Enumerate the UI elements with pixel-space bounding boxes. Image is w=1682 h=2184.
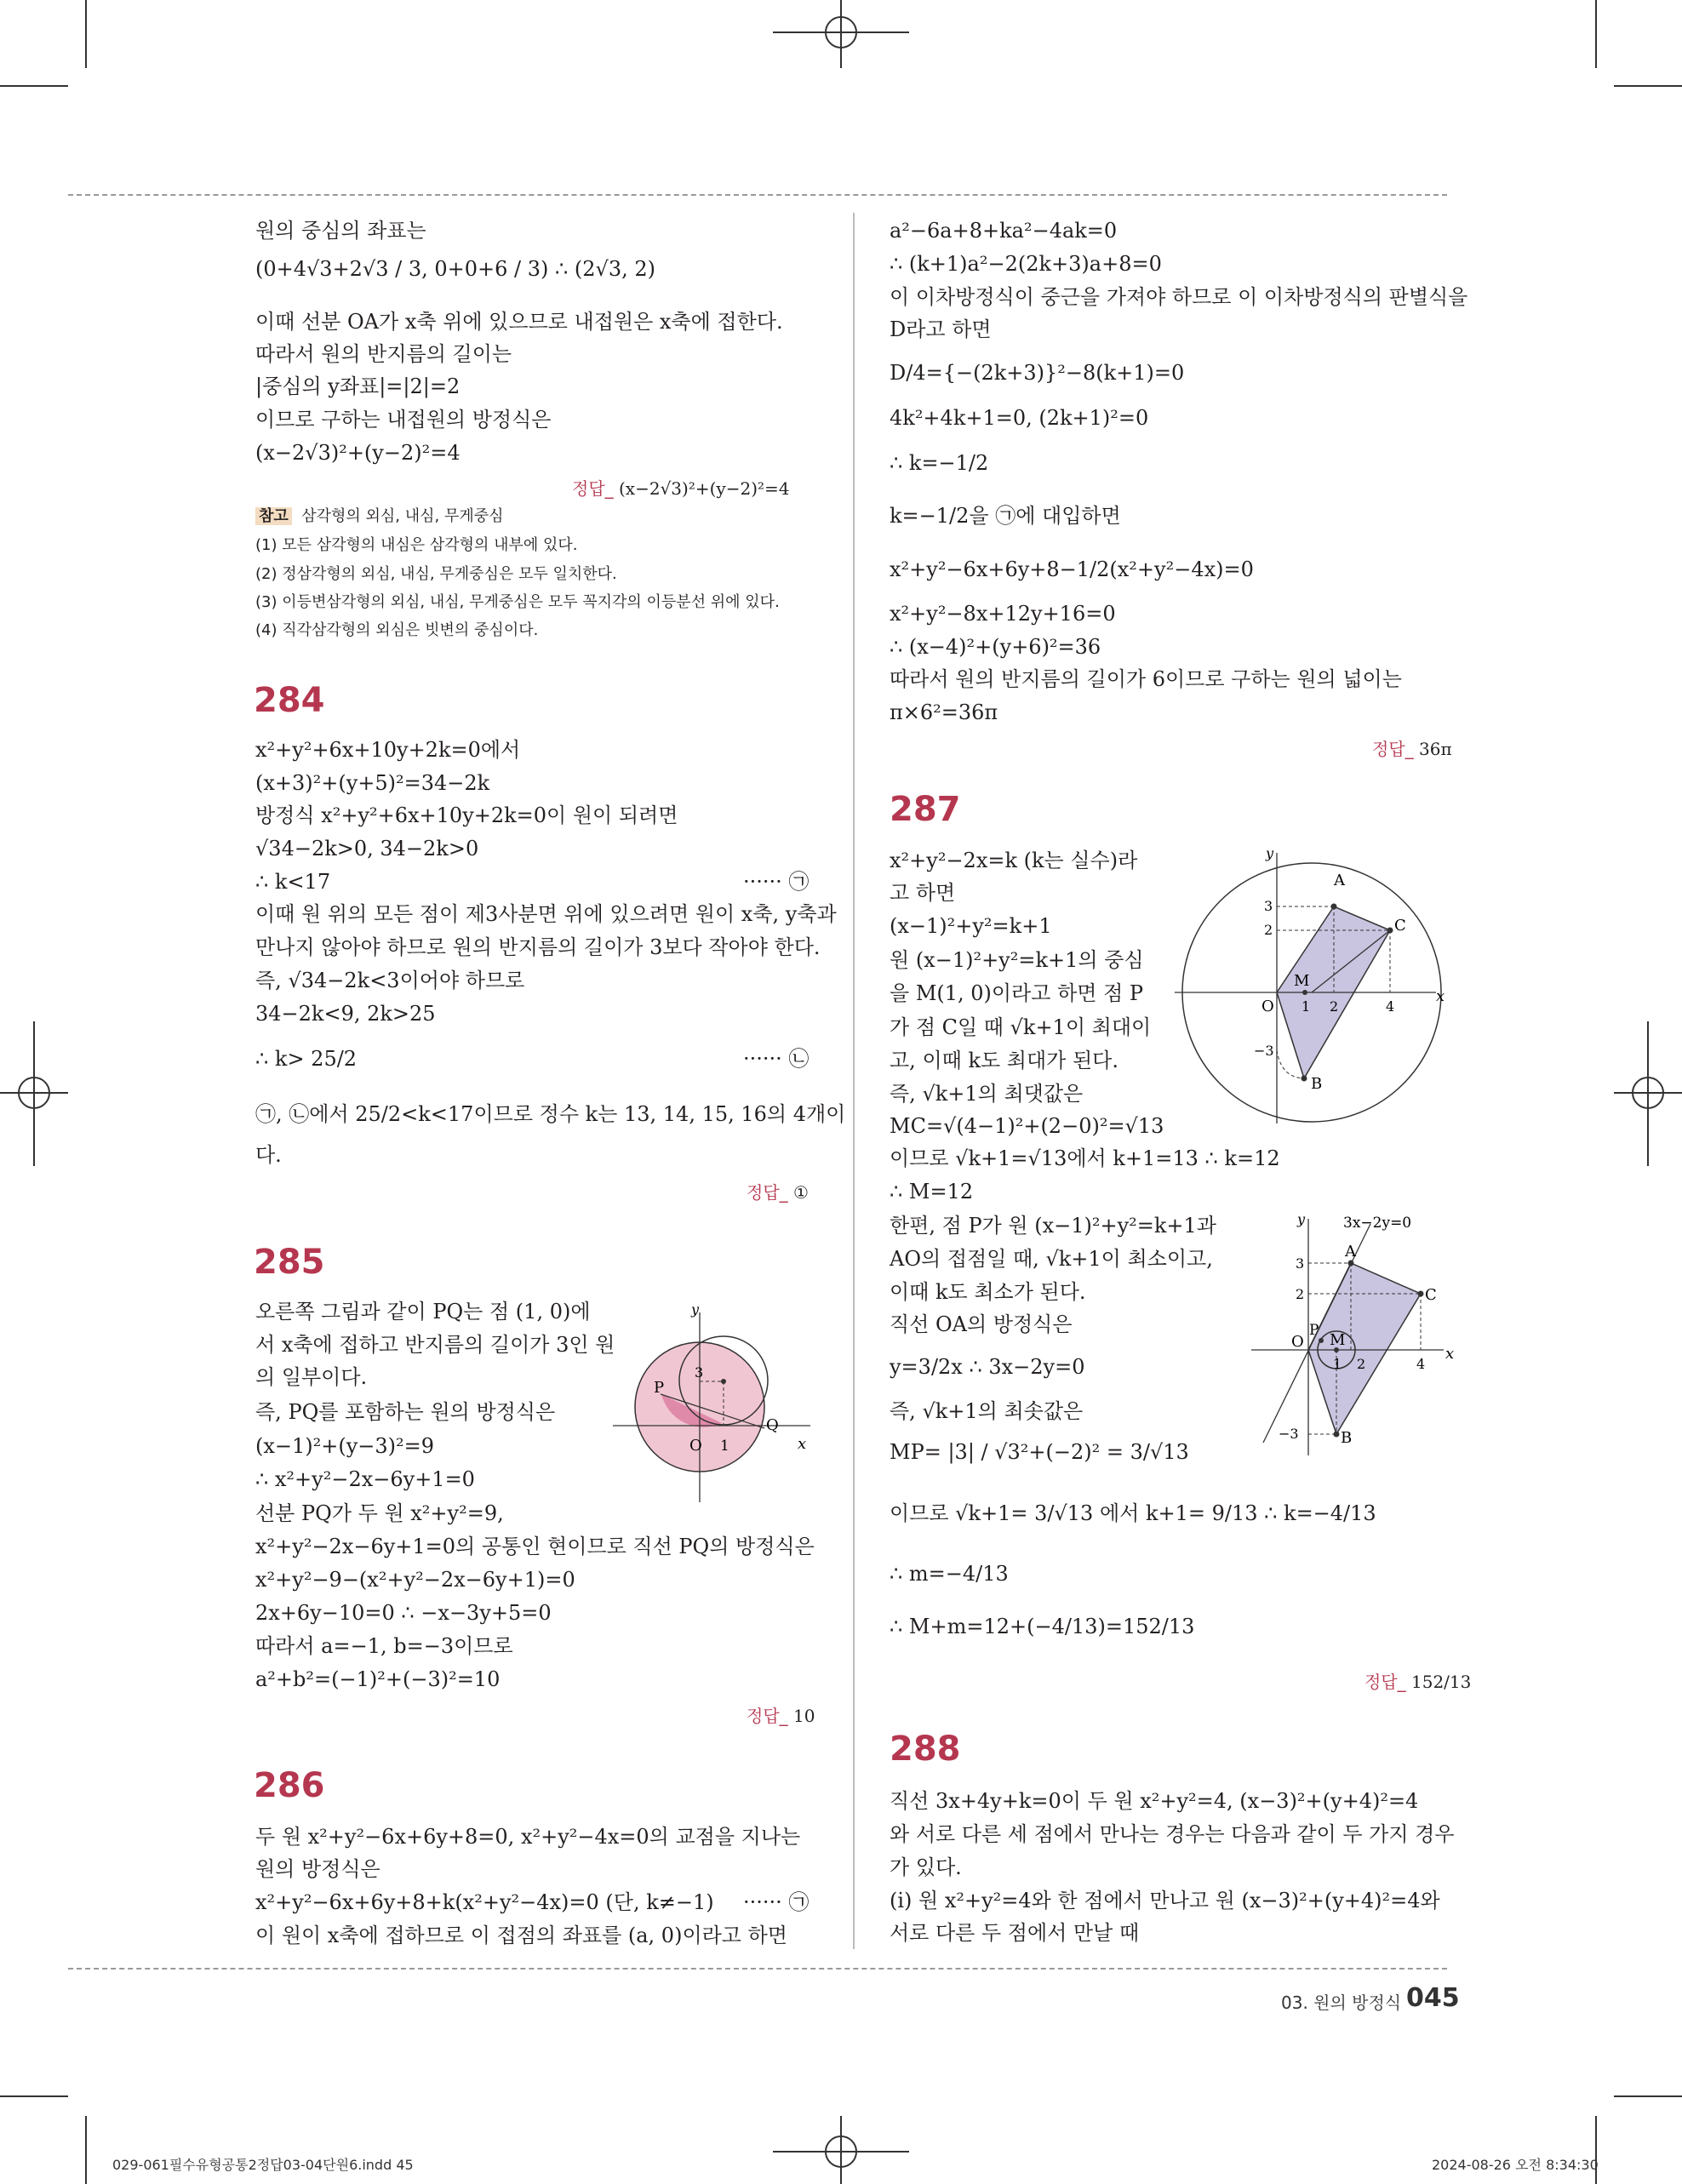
- text-line: 와 서로 다른 세 점에서 만나는 경우는 다음과 같이 두 가지 경우: [890, 1822, 1455, 1846]
- axis-label-y: y: [1266, 845, 1274, 861]
- problem-number: 284: [254, 681, 325, 720]
- answer-value: (x−2√3)²+(y−2)²=4: [619, 478, 790, 499]
- text-line: 따라서 a=−1, b=−3이므로: [255, 1634, 513, 1658]
- axis-label-x: x: [1445, 1345, 1455, 1363]
- answer-label: 정답_: [1364, 1672, 1406, 1692]
- text-line: ∴ (k+1)a²−2(2k+3)a+8=0: [890, 252, 1162, 276]
- answer-block: [747, 1702, 815, 1727]
- text-line: ∴ k> 25/2: [255, 1047, 358, 1071]
- text-line: 즉, √k+1의 최솟값은: [890, 1399, 1084, 1423]
- text-line: x²+y²−6x+6y+8+k(x²+y²−4x)=0 (단, k≠−1): [255, 1890, 714, 1914]
- text-line: (x+3)²+(y+5)²=34−2k: [255, 771, 490, 795]
- tick-label: 3: [1296, 1255, 1305, 1272]
- text-line: 이므로 √k+1= 3/√13 에서 k+1= 9/13 ∴ k=−4/13: [890, 1501, 1376, 1525]
- tick-label: 1: [1302, 998, 1311, 1015]
- crop-mark: [1595, 2116, 1597, 2184]
- text-line: 서 x축에 접하고 반지름의 길이가 3인 원: [255, 1333, 615, 1357]
- text-line: π×6²=36π: [890, 700, 998, 724]
- bottom-dashed-rule: [68, 1968, 1447, 1970]
- point-c: [1387, 928, 1393, 934]
- crop-mark: [85, 0, 87, 68]
- note-item: (1) 모든 삼각형의 내심은 삼각형의 내부에 있다.: [255, 536, 578, 554]
- text-line: ∴ m=−4/13: [890, 1562, 1009, 1586]
- answer-block: [747, 1179, 809, 1203]
- text-line: 가 점 C일 때 √k+1이 최대이: [890, 1015, 1152, 1039]
- text-line: ∴ (x−4)²+(y+6)²=36: [890, 635, 1101, 659]
- tick-label: 1: [720, 1438, 729, 1455]
- text-line: a²+b²=(−1)²+(−3)²=10: [255, 1667, 501, 1691]
- problem-number: 288: [890, 1729, 961, 1769]
- point-c: [1418, 1291, 1424, 1297]
- point-label-m: M: [1294, 972, 1310, 990]
- note-item: (2) 정삼각형의 외심, 내심, 무게중심은 모두 일치한다.: [255, 565, 617, 583]
- crop-mark: [1614, 85, 1682, 87]
- text-line: ∴ x²+y²−2x−6y+1=0: [255, 1467, 475, 1491]
- note-item: (4) 직각삼각형의 외심은 빗변의 중심이다.: [255, 621, 539, 639]
- origin-label: O: [689, 1437, 702, 1455]
- tick-label: 3: [1264, 898, 1273, 914]
- text-line: √34−2k>0, 34−2k>0: [255, 837, 479, 860]
- text-line: 서로 다른 두 점에서 만날 때: [890, 1921, 1140, 1945]
- text-line: x²+y²−6x+6y+8−1/2(x²+y²−4x)=0: [890, 557, 1254, 581]
- text-line: (ⅰ) 원 x²+y²=4와 한 점에서 만나고 원 (x−3)²+(y+4)²=4와: [890, 1889, 1440, 1912]
- text-line: 이때 원 위의 모든 점이 제3사분면 위에 있으려면 원이 x축, y축과: [255, 902, 837, 926]
- text-line: 선분 PQ가 두 원 x²+y²=9,: [255, 1501, 504, 1525]
- crop-mark: [1595, 0, 1597, 68]
- point-label-m: M: [1330, 1331, 1346, 1349]
- top-dashed-rule: [68, 194, 1447, 196]
- text-line: 원 (x−1)²+y²=k+1의 중심: [890, 948, 1144, 972]
- problem-number: 286: [254, 1766, 325, 1805]
- text-line: a²−6a+8+ka²−4ak=0: [890, 219, 1118, 243]
- text-line: 즉, √34−2k<3이어야 하므로: [255, 969, 525, 992]
- point-label-p: P: [654, 1379, 665, 1397]
- text-line: 34−2k<9, 2k>25: [255, 1002, 436, 1026]
- text-line: x²+y²−2x=k (k는 실수)라: [890, 849, 1138, 872]
- text-line: (x−1)²+(y−3)²=9: [255, 1434, 435, 1458]
- crop-mark: [0, 85, 68, 87]
- text-line: 이므로 구하는 내접원의 방정식은: [255, 408, 552, 432]
- text-line: 두 원 x²+y²−6x+6y+8=0, x²+y²−4x=0의 교점을 지나는: [255, 1825, 801, 1849]
- text-line: ㉠, ㉡에서 25/2<k<17이므로 정수 k는 13, 14, 15, 16의 4개이: [255, 1102, 846, 1126]
- answer-block: [1372, 735, 1452, 760]
- text-line: 원의 방정식은: [255, 1857, 380, 1881]
- tick-label: 2: [1264, 922, 1273, 938]
- point-label-a: A: [1345, 1243, 1356, 1261]
- point-label-q: Q: [766, 1416, 779, 1434]
- text-line: 이 원이 x축에 접하므로 이 접점의 좌표를 (a, 0)이라고 하면: [255, 1924, 787, 1947]
- text-line: 이때 선분 OA가 x축 위에 있으므로 내접원은 x축에 접한다.: [255, 310, 783, 334]
- answer-block: [572, 475, 790, 500]
- registration-mark-bottom: [773, 2116, 909, 2184]
- axis-label-y: y: [1297, 1211, 1306, 1227]
- text-line: 2x+6y−10=0 ∴ −x−3y+5=0: [255, 1601, 552, 1625]
- tick-label: 2: [1357, 1356, 1366, 1372]
- text-line: (0+4√3+2√3 / 3, 0+0+6 / 3) ∴ (2√3, 2): [255, 257, 656, 281]
- point-m: [1302, 990, 1307, 995]
- text-line: ∴ k=−1/2: [890, 451, 989, 475]
- registration-mark-left: [0, 1021, 68, 1166]
- registration-mark-top: [773, 0, 909, 68]
- text-line: D라고 하면: [890, 317, 992, 341]
- point-label-c: C: [1394, 917, 1406, 935]
- text-line: (x−2√3)²+(y−2)²=4: [255, 441, 461, 465]
- answer-label: 정답_: [747, 1706, 788, 1726]
- crop-mark: [1614, 2095, 1682, 2097]
- answer-value: 36π: [1419, 739, 1452, 759]
- text-line: 만나지 않아야 하므로 원의 반지름의 길이가 3보다 작아야 한다.: [255, 935, 821, 959]
- answer-value: 10: [793, 1706, 815, 1726]
- text-line: 방정식 x²+y²+6x+10y+2k=0이 원이 되려면: [255, 803, 678, 827]
- print-date: 2024-08-26 오전 8:34:30: [1432, 2157, 1599, 2173]
- point-a: [1348, 1261, 1354, 1266]
- text-line: 한편, 점 P가 원 (x−1)²+y²=k+1과: [890, 1214, 1216, 1238]
- text-line: 따라서 원의 반지름의 길이는: [255, 342, 512, 366]
- text-line: 오른쪽 그림과 같이 PQ는 점 (1, 0)에: [255, 1300, 591, 1324]
- column-divider: [853, 213, 855, 1949]
- axis-label-y: y: [691, 1302, 700, 1318]
- text-line: MP= |3| / √3²+(−2)² = 3/√13: [890, 1440, 1189, 1464]
- origin-label: O: [1291, 1333, 1304, 1351]
- tick-label: 1: [1333, 1356, 1342, 1372]
- registration-mark-right: [1614, 1021, 1682, 1166]
- text-line: AO의 접점일 때, √k+1이 최소이고,: [890, 1247, 1213, 1271]
- note-label: 참고: [255, 507, 292, 525]
- origin-label: O: [1262, 998, 1274, 1015]
- text-line: 의 일부이다.: [255, 1365, 368, 1389]
- point-a: [1331, 904, 1337, 910]
- text-line: 이때 k도 최소가 된다.: [890, 1280, 1086, 1304]
- point-label-a: A: [1334, 872, 1345, 889]
- text-line: ∴ M+m=12+(−4/13)=152/13: [890, 1615, 1195, 1638]
- line-equation-label: 3x−2y=0: [1343, 1215, 1412, 1232]
- center-point: [721, 1379, 726, 1384]
- point-p: [1319, 1338, 1324, 1343]
- text-line: x²+y²−9−(x²+y²−2x−6y+1)=0: [255, 1568, 575, 1592]
- point-label-p: P: [1309, 1322, 1319, 1339]
- text-line: 따라서 원의 반지름의 길이가 6이므로 구하는 원의 넓이는: [890, 667, 1402, 691]
- text-line: 직선 OA의 방정식은: [890, 1312, 1073, 1336]
- point-label-b: B: [1341, 1429, 1353, 1447]
- tick-label: −3: [1254, 1043, 1274, 1059]
- text-line: x²+y²−2x−6y+1=0의 공통인 현이므로 직선 PQ의 방정식은: [255, 1535, 815, 1558]
- text-line: ∴ M=12: [890, 1180, 974, 1203]
- equation-mark: ······ ㉠: [743, 870, 810, 894]
- text-line: D/4={−(2k+3)}²−8(k+1)=0: [890, 361, 1185, 385]
- file-info: 029-061필수유형공통2정답03-04단원6.indd 45: [112, 2157, 414, 2173]
- note-title: [255, 504, 504, 526]
- text-line: 직선 3x+4y+k=0이 두 원 x²+y²=4, (x−3)²+(y+4)²=4: [890, 1789, 1419, 1813]
- text-line: MC=√(4−1)²+(2−0)²=√13: [890, 1114, 1164, 1138]
- crop-mark: [0, 2095, 68, 2097]
- tick-label: 4: [1386, 998, 1395, 1015]
- shaded-quadrilateral: [1308, 1263, 1421, 1434]
- page-number: 045: [1406, 1983, 1460, 2013]
- equation-mark: ······ ㉠: [743, 1890, 810, 1914]
- text-line: y=3/2x ∴ 3x−2y=0: [890, 1355, 1085, 1379]
- tick-label: 3: [695, 1364, 704, 1381]
- tick-label: 2: [1330, 998, 1339, 1015]
- text-line: 고, 이때 k도 최대가 된다.: [890, 1049, 1118, 1072]
- problem-number: 287: [890, 790, 961, 829]
- text-line: ∴ k<17: [255, 870, 331, 894]
- text-line: 원의 중심의 좌표는: [255, 219, 426, 243]
- text-line: 4k²+4k+1=0, (2k+1)²=0: [890, 406, 1149, 430]
- answer-block: [1364, 1668, 1471, 1693]
- figure-287-max: [1170, 843, 1451, 1132]
- note-title-text: 삼각형의 외심, 내심, 무게중심: [301, 507, 504, 525]
- point-label-c: C: [1425, 1286, 1437, 1304]
- problem-number: 285: [254, 1243, 325, 1282]
- point-b: [1302, 1076, 1307, 1082]
- point-b: [1334, 1432, 1340, 1438]
- answer-label: 정답_: [1372, 739, 1414, 759]
- text-line: 을 M(1, 0)이라고 하면 점 P: [890, 981, 1144, 1005]
- section-title: 03. 원의 방정식: [1281, 1992, 1402, 2013]
- tick-label: 4: [1416, 1356, 1426, 1372]
- text-line: x²+y²−8x+12y+16=0: [890, 602, 1116, 626]
- axis-label-x: x: [798, 1435, 807, 1453]
- text-line: 다.: [255, 1143, 282, 1167]
- note-item: (3) 이등변삼각형의 외심, 내심, 무게중심은 모두 꼭지각의 이등분선 위에 있다.: [255, 593, 780, 611]
- text-line: 이 이차방정식이 중근을 가져야 하므로 이 이차방정식의 판별식을: [890, 285, 1468, 309]
- text-line: 고 하면: [890, 881, 956, 905]
- tick-label: 2: [1296, 1286, 1305, 1302]
- figure-285: [606, 1302, 819, 1507]
- text-line: 가 있다.: [890, 1855, 962, 1879]
- answer-label: 정답_: [572, 478, 614, 499]
- answer-value: ①: [793, 1182, 809, 1203]
- crop-mark: [85, 2116, 87, 2184]
- text-line: |중심의 y좌표|=|2|=2: [255, 374, 461, 398]
- point-label-b: B: [1311, 1075, 1323, 1093]
- answer-label: 정답_: [747, 1182, 788, 1203]
- figure-287-min: [1244, 1209, 1457, 1455]
- tick-label: −3: [1279, 1426, 1299, 1442]
- text-line: (x−1)²+y²=k+1: [890, 914, 1052, 938]
- text-line: k=−1/2을 ㉠에 대입하면: [890, 504, 1121, 528]
- text-line: 이므로 √k+1=√13에서 k+1=13 ∴ k=12: [890, 1146, 1280, 1170]
- text-line: x²+y²+6x+10y+2k=0에서: [255, 738, 521, 762]
- axis-label-x: x: [1436, 987, 1445, 1005]
- text-line: 즉, PQ를 포함하는 원의 방정식은: [255, 1400, 556, 1424]
- text-line: 즉, √k+1의 최댓값은: [890, 1082, 1084, 1106]
- equation-mark: ······ ㉡: [743, 1047, 810, 1071]
- answer-value: 152/13: [1411, 1672, 1472, 1692]
